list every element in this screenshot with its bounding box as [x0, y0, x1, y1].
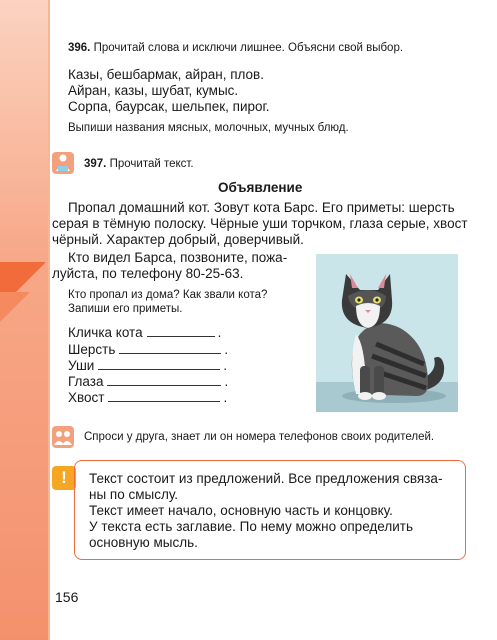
exercise-number: 397. [84, 158, 107, 170]
question-line: Запиши его приметы. [68, 303, 183, 315]
rule-line: ны по смыслу. [89, 487, 178, 502]
exercise-text: Прочитай слова и исключи лишнее. Объясни свой выбор. [93, 42, 404, 54]
word-line: Казы, бешбармак, айран, плов. [68, 67, 264, 82]
exercise-397-instruction [84, 158, 194, 170]
announcement-paragraph [52, 200, 456, 216]
cat-illustration [316, 254, 458, 412]
pair-task: Спроси у друга, знает ли он номера телефонов своих родителей. [84, 431, 435, 443]
pair-talk-icon [52, 426, 74, 448]
text-line: Пропал домашний кот. Зовут кота Барс. Его приметы: шерсть [68, 200, 455, 215]
page-number: 156 [55, 589, 79, 605]
fill-field-name [68, 325, 221, 340]
question-line: Кто пропал из дома? Как звали кота? [68, 289, 268, 301]
text-line: серая в тёмную полоску. Чёрные уши торчком, глаза серые, хвост [52, 216, 468, 231]
exercise-396-instruction [68, 42, 403, 54]
margin-line [48, 0, 50, 640]
blank-line [147, 326, 215, 337]
exclamation-icon: ! [52, 466, 76, 490]
rule-box [74, 460, 466, 560]
blank-line [119, 343, 221, 354]
fill-field-tail [68, 390, 227, 405]
field-label: Хвост [68, 390, 105, 405]
rule-line: Текст имеет начало, основную часть и концовку. [89, 503, 393, 518]
field-dot: . [223, 390, 228, 405]
blank-line [108, 391, 220, 402]
rule-line: основную мысль. [89, 535, 198, 550]
text-line: чёрный. Характер добрый, доверчивый. [52, 232, 304, 247]
rule-line: Текст состоит из предложений. Все предложения связа- [89, 471, 443, 486]
word-line: Сорпа, баурсак, шельпек, пирог. [68, 99, 270, 114]
field-dot: . [217, 325, 222, 340]
text-line: Кто видел Барса, позвоните, пожа- [68, 250, 288, 265]
fill-field-eyes [68, 374, 228, 389]
word-line: Айран, казы, шубат, кумыс. [68, 83, 239, 98]
blank-line [107, 375, 221, 386]
field-label: Уши [68, 358, 95, 373]
field-dot: . [224, 342, 229, 357]
blank-line [98, 359, 220, 370]
exercise-text: Прочитай текст. [109, 158, 194, 170]
exercise-396-task: Выпиши названия мясных, молочных, мучных блюд. [68, 122, 349, 134]
text-line: луйста, по телефону 80-25-63. [52, 266, 244, 281]
field-label: Шерсть [68, 342, 116, 357]
field-label: Кличка кота [68, 325, 143, 340]
field-dot: . [224, 374, 229, 389]
page-margin-band [0, 0, 48, 640]
text-title: Объявление [218, 180, 303, 195]
decor-triangle [0, 292, 30, 322]
field-dot: . [223, 358, 228, 373]
rule-line: У текста есть заглавие. По нему можно определить [89, 519, 413, 534]
reading-child-icon [52, 152, 74, 174]
fill-field-ears [68, 358, 227, 373]
exercise-number: 396. [68, 42, 91, 54]
fill-field-fur [68, 342, 228, 357]
field-label: Глаза [68, 374, 104, 389]
